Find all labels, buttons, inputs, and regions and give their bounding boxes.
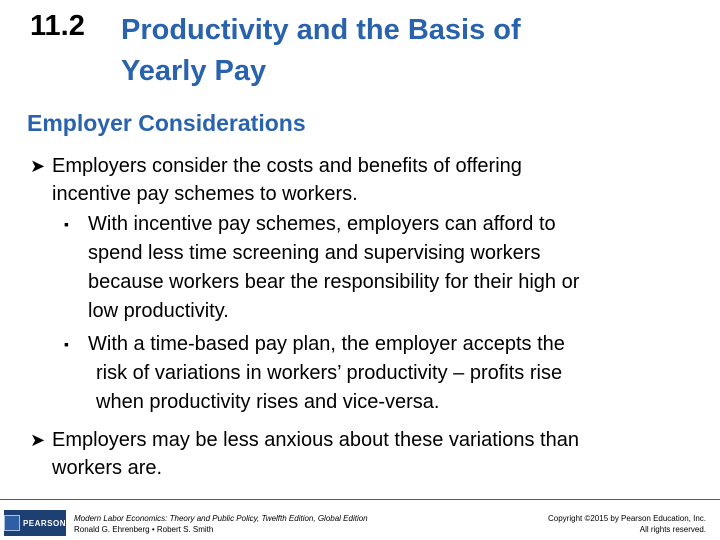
sub-bullet-line: when productivity rises and vice-versa. [96,391,440,413]
pearson-logo [4,510,66,536]
footer-copyright [548,513,706,535]
bullet-item [30,152,710,208]
sub-bullet-line: risk of variations in workers’ productivity – profits rise [96,362,563,384]
sub-bullet-line: With incentive pay schemes, employers can afford to [88,213,556,235]
bullet-line: incentive pay schemes to workers. [52,183,358,205]
sub-bullet-item [64,210,704,326]
square-bullet-icon: ▪ [64,216,69,232]
bullet-line: Employers consider the costs and benefits of offering [52,155,522,177]
arrow-right-bullet-icon: ➤ [30,156,46,176]
bullet-line: Employers may be less anxious about these variations than [52,429,579,451]
slide-title-line-2: Yearly Pay [121,55,267,87]
bullet-item [30,426,715,482]
slide-title-line-1: Productivity and the Basis of [121,14,521,46]
sub-bullet-line: spend less time screening and supervising workers [88,242,541,264]
sub-bullet-line: low productivity. [88,300,229,322]
pearson-logo-text: PEARSON [22,518,66,528]
slide-number: 11.2 [30,10,85,42]
pearson-logo-icon [4,515,20,531]
sub-bullet-line: With a time-based pay plan, the employer accepts the [88,333,565,355]
square-bullet-icon: ▪ [64,336,69,352]
section-heading: Employer Considerations [27,110,306,136]
footer-authors: Ronald G. Ehrenberg • Robert S. Smith [74,525,214,534]
arrow-right-bullet-icon: ➤ [30,430,46,450]
sub-bullet-line: because workers bear the responsibility for their high or [88,271,580,293]
bullet-line: workers are. [52,457,163,479]
footer-book-info [74,513,368,535]
footer-book-title: Modern Labor Economics: Theory and Public Policy, Twelfth Edition, Global Edition [74,514,368,523]
footer-divider [0,499,720,500]
sub-bullet-item [64,330,704,418]
footer-copyright-line: Copyright ©2015 by Pearson Education, Inc. [548,514,706,523]
slide-title [121,10,681,92]
footer-rights-line: All rights reserved. [639,525,706,534]
